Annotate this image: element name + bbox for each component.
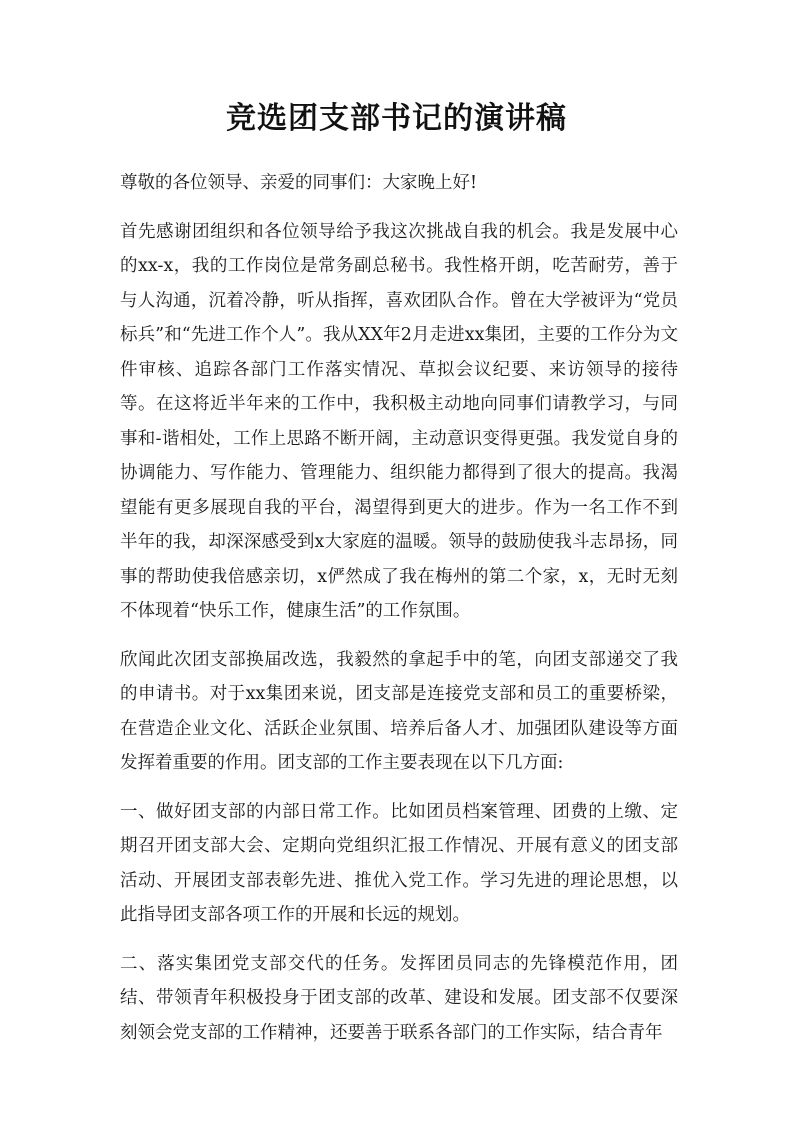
application-paragraph: 欣闻此次团支部换届改选，我毅然的拿起手中的笔，向团支部递交了我的申请书。对于xx集团来说，团支部是连接党支部和员工的重要桥梁，在营造企业文化、活跃企业氛围、培养后备人才、加强团队建设等方面发挥着重要的作用。团支部的工作主要表现在以下几方面: bbox=[120, 649, 678, 773]
duty-two-paragraph: 二、落实集团党支部交代的任务。发挥团员同志的先锋模范作用，团结、带领青年积极投身于团支部的改革、建设和发展。团支部不仅要深刻领会党支部的工作精神，还要善于联系各部门的工作实际，结合青年 bbox=[120, 953, 678, 1043]
document-body bbox=[120, 166, 678, 1064]
document-title: 竞选团支部书记的演讲稿 bbox=[226, 101, 567, 136]
duty-one-paragraph: 一、做好团支部的内部日常工作。比如团员档案管理、团费的上缴、定期召开团支部大会、定期向党组织汇报工作情况、开展有意义的团支部活动、开展团支部表彰先进、推优入党工作。学习先进的理论思想，以此指导团支部各项工作的开展和长远的规划。 bbox=[120, 801, 678, 925]
self-introduction-paragraph: 首先感谢团组织和各位领导给予我这次挑战自我的机会。我是发展中心的xx-x，我的工作岗位是常务副总秘书。我性格开朗，吃苦耐劳，善于与人沟通，沉着冷静，听从指挥，喜欢团队合作。曾在大学被评为“党员标兵”和“先进工作个人”。我从XX年2月走进xx集团，主要的工作分为文件审核、追踪各部门工作落实情况、草拟会议纪要、来访领导的接待等。在这将近半年来的工作中，我积极主动地向同事们请教学习，与同事和-谐相处，工作上思路不断开阔，主动意识变得更强。我发觉自身的协调能力、写作能力、管理能力、组织能力都得到了很大的提高。我渴望能有更多展现自我的平台，渴望得到更大的进步。作为一名工作不到半年的我，却深深感受到x大家庭的温暖。领导的鼓励使我斗志昂扬，同事的帮助使我倍感亲切，x俨然成了我在梅州的第二个家，x，无时无刻不体现着“快乐工作，健康生活”的工作氛围。 bbox=[120, 221, 678, 621]
greeting-paragraph: 尊敬的各位领导、亲爱的同事们：大家晚上好! bbox=[120, 173, 478, 193]
